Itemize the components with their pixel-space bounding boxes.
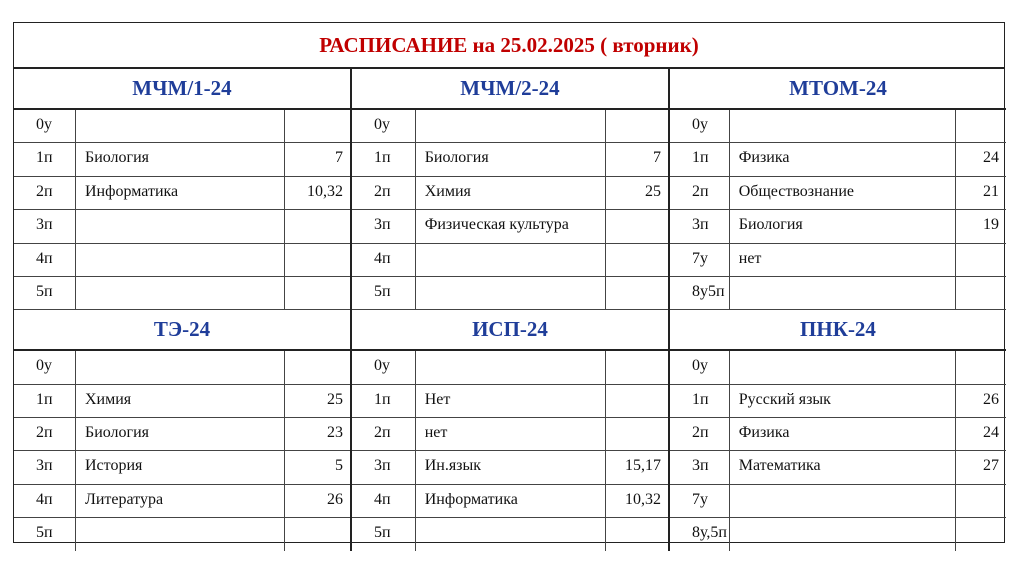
lesson-number: 4п — [14, 485, 76, 517]
lesson-number: 1п — [670, 385, 730, 417]
lesson-number: 4п — [352, 485, 416, 517]
lesson-number: 0у — [670, 351, 730, 383]
lesson-row — [14, 277, 350, 310]
lesson-subject: Литература — [76, 485, 285, 517]
lesson-row — [14, 418, 350, 451]
lesson-room: 5 — [335, 457, 343, 475]
lesson-subject — [76, 277, 285, 309]
lesson-row — [670, 385, 1006, 418]
lesson-number: 8у5п — [670, 277, 730, 309]
lesson-row — [352, 518, 668, 551]
lesson-number: 7у — [670, 244, 730, 276]
lesson-row — [670, 418, 1006, 451]
lesson-subject — [416, 244, 607, 276]
group-name: МЧМ/1-24 — [14, 69, 350, 110]
lesson-room: 24 — [983, 149, 999, 167]
lesson-subject: Биология — [730, 210, 957, 242]
lesson-room: 24 — [983, 423, 999, 441]
lesson-subject — [76, 518, 285, 551]
lesson-number: 0у — [14, 110, 76, 142]
lesson-row — [352, 143, 668, 176]
lesson-subject: Ин.язык — [416, 451, 607, 483]
lesson-subject: Информатика — [416, 485, 607, 517]
lesson-row — [670, 485, 1006, 518]
lesson-row — [352, 418, 668, 451]
lesson-room — [285, 110, 350, 142]
lesson-room — [956, 485, 1006, 517]
lesson-room: 26 — [327, 490, 343, 508]
lesson-number: 3п — [352, 451, 416, 483]
lesson-subject — [730, 518, 957, 551]
lesson-subject: Физика — [730, 418, 957, 450]
lesson-number: 1п — [352, 385, 416, 417]
lesson-room — [606, 385, 668, 417]
lesson-row — [352, 485, 668, 518]
schedule-body — [14, 69, 1004, 551]
lesson-room — [956, 110, 1006, 142]
group-block — [350, 310, 668, 551]
lesson-row — [352, 451, 668, 484]
lesson-room — [956, 518, 1006, 551]
lesson-subject — [730, 485, 957, 517]
lesson-number: 0у — [670, 110, 730, 142]
lesson-subject: Биология — [76, 143, 285, 175]
lesson-row — [352, 277, 668, 310]
lesson-subject — [416, 277, 607, 309]
lesson-room — [606, 518, 668, 551]
lesson-room: 15,17 — [625, 457, 661, 475]
lesson-number: 2п — [352, 418, 416, 450]
lesson-room: 7 — [335, 149, 343, 167]
lesson-room — [956, 244, 1006, 276]
lesson-room: 25 — [645, 182, 661, 200]
lesson-row — [670, 277, 1006, 310]
lesson-row — [670, 143, 1006, 176]
lesson-row — [352, 177, 668, 210]
lesson-row — [14, 143, 350, 176]
lesson-number: 8у,5п — [670, 518, 730, 551]
group-name: ТЭ-24 — [14, 310, 350, 351]
lesson-room: 10,32 — [625, 490, 661, 508]
lesson-number: 1п — [14, 385, 76, 417]
lesson-number: 2п — [352, 177, 416, 209]
lesson-row — [670, 244, 1006, 277]
group-block — [14, 310, 350, 551]
lesson-row — [14, 485, 350, 518]
lesson-number: 2п — [14, 418, 76, 450]
lesson-room: 19 — [983, 216, 999, 234]
lesson-room — [285, 351, 350, 383]
lesson-row — [670, 451, 1006, 484]
lesson-subject: нет — [730, 244, 957, 276]
group-band — [14, 69, 1004, 310]
lesson-subject: Физическая культура — [416, 210, 607, 242]
lesson-room — [285, 210, 350, 242]
group-block — [350, 69, 668, 310]
lesson-subject: Математика — [730, 451, 957, 483]
lesson-room — [606, 277, 668, 309]
lesson-row — [14, 210, 350, 243]
lesson-room: 25 — [327, 390, 343, 408]
lesson-subject — [76, 351, 285, 383]
lesson-subject — [76, 210, 285, 242]
lesson-subject: Нет — [416, 385, 607, 417]
lesson-room: 10,32 — [307, 182, 343, 200]
lesson-row — [14, 110, 350, 143]
schedule-table — [13, 22, 1005, 543]
lesson-room — [285, 518, 350, 551]
lesson-number: 2п — [670, 177, 730, 209]
lesson-room — [606, 110, 668, 142]
lesson-subject — [730, 277, 957, 309]
lesson-row — [352, 385, 668, 418]
lesson-room: 7 — [653, 149, 661, 167]
lesson-subject: Химия — [76, 385, 285, 417]
group-name: МТОМ-24 — [670, 69, 1006, 110]
lesson-room: 27 — [983, 457, 999, 475]
group-band — [14, 310, 1004, 551]
lesson-subject: История — [76, 451, 285, 483]
lesson-room — [606, 418, 668, 450]
lesson-row — [670, 210, 1006, 243]
lesson-number: 2п — [14, 177, 76, 209]
lesson-subject: Биология — [416, 143, 607, 175]
lesson-number: 3п — [14, 210, 76, 242]
lesson-row — [670, 518, 1006, 551]
group-block — [14, 69, 350, 310]
lesson-number: 1п — [670, 143, 730, 175]
lesson-number: 0у — [14, 351, 76, 383]
lesson-subject: Информатика — [76, 177, 285, 209]
lesson-subject — [416, 518, 607, 551]
lesson-number: 3п — [670, 210, 730, 242]
lesson-row — [14, 351, 350, 384]
lesson-row — [14, 518, 350, 551]
lesson-subject: Биология — [76, 418, 285, 450]
schedule-title: РАСПИСАНИЕ на 25.02.2025 ( вторник) — [14, 23, 1004, 69]
lesson-room — [956, 351, 1006, 383]
lesson-subject — [416, 351, 607, 383]
lesson-row — [14, 451, 350, 484]
lesson-subject — [730, 110, 957, 142]
lesson-subject: нет — [416, 418, 607, 450]
lesson-room — [956, 277, 1006, 309]
lesson-row — [352, 110, 668, 143]
lesson-subject — [730, 351, 957, 383]
lesson-number: 5п — [352, 277, 416, 309]
lesson-number: 5п — [352, 518, 416, 551]
lesson-number: 4п — [14, 244, 76, 276]
lesson-row — [352, 244, 668, 277]
lesson-room — [606, 351, 668, 383]
lesson-number: 0у — [352, 110, 416, 142]
lesson-number: 5п — [14, 518, 76, 551]
lesson-number: 7у — [670, 485, 730, 517]
group-name: МЧМ/2-24 — [352, 69, 668, 110]
group-name: ПНК-24 — [670, 310, 1006, 351]
lesson-subject — [76, 244, 285, 276]
lesson-number: 2п — [670, 418, 730, 450]
lesson-room: 26 — [983, 390, 999, 408]
lesson-subject — [76, 110, 285, 142]
lesson-subject: Обществознание — [730, 177, 957, 209]
lesson-row — [14, 385, 350, 418]
group-name: ИСП-24 — [352, 310, 668, 351]
lesson-room — [606, 210, 668, 242]
lesson-row — [670, 351, 1006, 384]
lesson-row — [14, 177, 350, 210]
lesson-number: 0у — [352, 351, 416, 383]
group-block — [668, 310, 1006, 551]
lesson-room: 23 — [327, 423, 343, 441]
lesson-number: 1п — [352, 143, 416, 175]
lesson-number: 5п — [14, 277, 76, 309]
lesson-row — [352, 210, 668, 243]
lesson-subject — [416, 110, 607, 142]
lesson-row — [352, 351, 668, 384]
group-block — [668, 69, 1006, 310]
lesson-number: 3п — [14, 451, 76, 483]
lesson-subject: Химия — [416, 177, 607, 209]
lesson-room — [606, 244, 668, 276]
lesson-row — [670, 177, 1006, 210]
lesson-number: 3п — [670, 451, 730, 483]
lesson-room — [285, 277, 350, 309]
lesson-row — [14, 244, 350, 277]
lesson-room: 21 — [983, 182, 999, 200]
lesson-number: 3п — [352, 210, 416, 242]
lesson-row — [670, 110, 1006, 143]
lesson-room — [285, 244, 350, 276]
lesson-number: 1п — [14, 143, 76, 175]
lesson-subject: Физика — [730, 143, 957, 175]
lesson-number: 4п — [352, 244, 416, 276]
lesson-subject: Русский язык — [730, 385, 957, 417]
